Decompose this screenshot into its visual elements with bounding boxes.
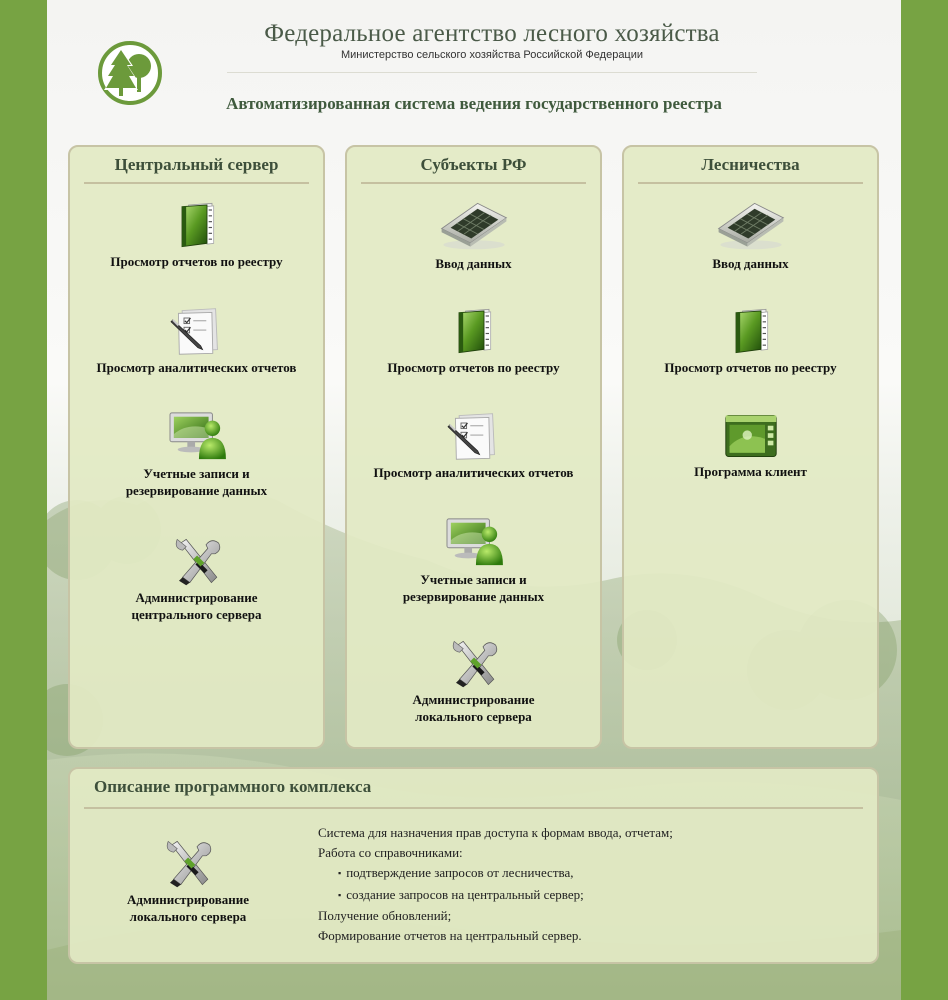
keypad-icon — [438, 197, 510, 253]
menu-item-label: Учетные записи и резервирование данных — [125, 466, 268, 498]
menu-item-label: Ввод данных — [712, 256, 789, 271]
panel-divider — [84, 807, 863, 809]
keypad-icon — [715, 197, 787, 253]
menu-item-report-registry[interactable] — [347, 305, 600, 376]
menu-item-label: Администрирование локального сервера — [412, 692, 535, 724]
menu-item-admin-central[interactable] — [70, 535, 323, 623]
monitor-user-icon — [443, 515, 505, 569]
panel-divider — [361, 182, 586, 184]
book-icon — [449, 305, 499, 357]
menu-item-report-registry[interactable] — [70, 199, 323, 270]
menu-item-label: Ввод данных — [435, 256, 512, 271]
app-window-icon — [723, 411, 779, 461]
menu-item-report-registry[interactable] — [624, 305, 877, 376]
menu-item-label: Просмотр отчетов по реестру — [664, 360, 837, 375]
checklist-pen-icon — [168, 305, 226, 357]
panel-divider — [638, 182, 863, 184]
book-icon — [726, 305, 776, 357]
panel-title: Описание программного комплекса — [94, 777, 372, 796]
agency-title: Федеральное агентство лесного хозяйства — [264, 20, 720, 47]
panel-title: Субъекты РФ — [420, 155, 527, 174]
menu-item-data-entry[interactable] — [347, 197, 600, 272]
system-title: Автоматизированная система ведения государственного реестра — [226, 94, 722, 113]
checklist-pen-icon — [445, 410, 503, 462]
panel-title: Лесничества — [701, 155, 800, 174]
panel-description — [68, 767, 879, 964]
menu-item-accounts-backup[interactable] — [70, 409, 323, 499]
menu-item-data-entry[interactable] — [624, 197, 877, 272]
menu-item-accounts-backup[interactable] — [347, 515, 600, 605]
description-bullet: ▪ подтверждение запросов от лесничества, — [318, 863, 673, 884]
description-bullet: ▪ создание запросов на центральный сервер; — [318, 885, 673, 906]
book-icon — [172, 199, 222, 251]
description-line: Система для назначения прав доступа к формам ввода, отчетам; — [318, 825, 673, 840]
menu-item-analytic-reports[interactable] — [347, 410, 600, 481]
menu-item-label: Администрирование локального сервера — [126, 892, 249, 924]
menu-item-admin-local[interactable] — [347, 637, 600, 725]
menu-item-label: Просмотр отчетов по реестру — [110, 254, 283, 269]
panel-forestries — [622, 145, 879, 749]
menu-item-label: Просмотр аналитических отчетов — [96, 360, 297, 375]
tools-icon — [161, 837, 215, 889]
main-page — [47, 0, 901, 1000]
description-line: Формирование отчетов на центральный сервер. — [318, 928, 582, 944]
menu-item-label: Программа клиент — [694, 464, 807, 479]
menu-item-label: Просмотр отчетов по реестру — [387, 360, 560, 375]
ministry-subtitle: Министерство сельского хозяйства Российской Федерации — [340, 49, 644, 61]
menu-item-label: Администрирование центрального сервера — [131, 590, 262, 622]
page-header — [47, 0, 901, 130]
panel-central-server — [68, 145, 325, 749]
description-text — [318, 823, 673, 946]
panel-divider — [84, 182, 309, 184]
tools-icon — [447, 637, 501, 689]
menu-item-analytic-reports[interactable] — [70, 305, 323, 376]
monitor-user-icon — [166, 409, 228, 463]
menu-item-label: Учетные записи и резервирование данных — [402, 572, 545, 604]
header-divider — [227, 72, 757, 73]
panel-rf-subjects — [345, 145, 602, 749]
menu-item-client-program[interactable] — [624, 411, 877, 480]
description-line: Работа со справочниками: — [318, 845, 463, 861]
description-line: Получение обновлений; — [318, 907, 452, 923]
panel-title: Центральный сервер — [114, 155, 279, 174]
tools-icon — [170, 535, 224, 587]
menu-item-admin-local[interactable] — [68, 837, 308, 925]
menu-item-label: Просмотр аналитических отчетов — [373, 465, 574, 480]
